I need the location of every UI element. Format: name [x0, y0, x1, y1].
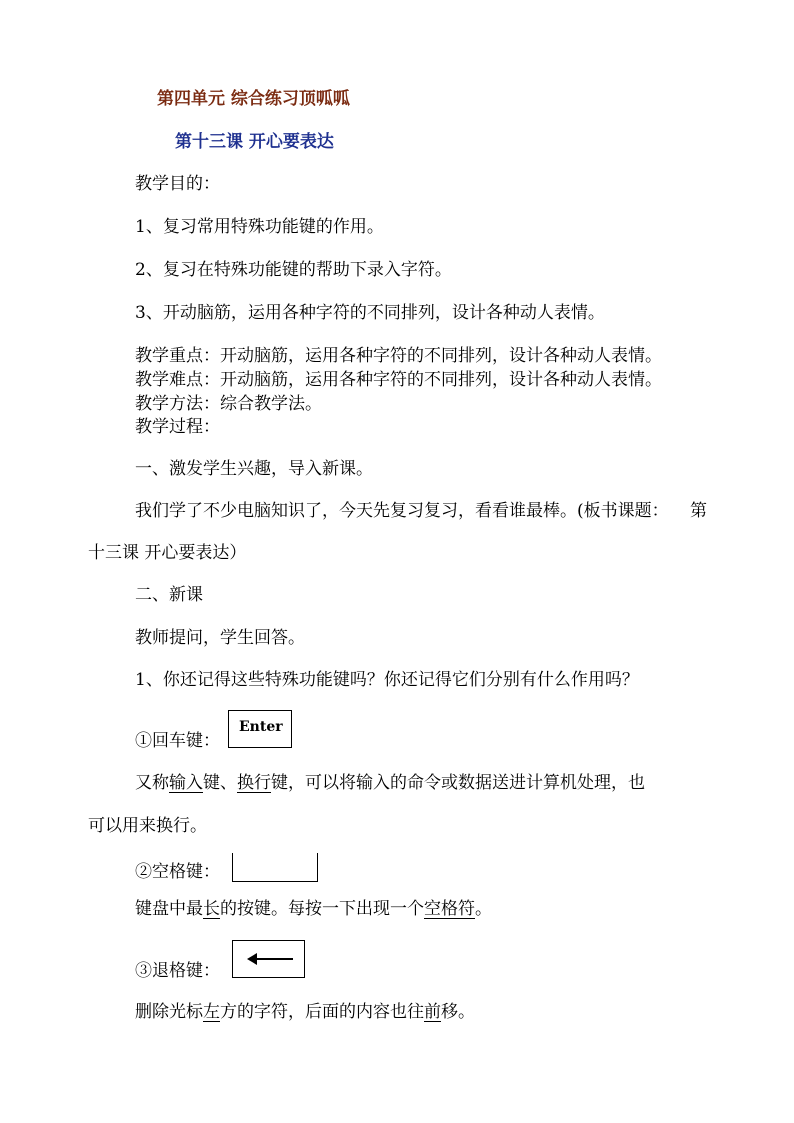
underlined-term: 长 [203, 899, 220, 919]
enter-key-desc-line1 [135, 772, 645, 794]
desc-text: 方的字符，后面的内容也往 [220, 1002, 424, 1022]
section2-intro: 教师提问，学生回答。 [135, 628, 305, 648]
desc-text: 。 [475, 899, 492, 919]
space-key-label: ②空格键： [135, 862, 220, 882]
backspace-key-desc [135, 1001, 475, 1023]
desc-text: 键盘中最 [135, 899, 203, 919]
desc-text: 移。 [441, 1002, 475, 1022]
space-key-icon [232, 853, 318, 882]
desc-text: 键、 [203, 773, 237, 793]
objective-item-1: 1、复习常用特殊功能键的作用。 [135, 217, 384, 237]
unit-title: 第四单元 综合练习顶呱呱 [157, 89, 350, 109]
section2-question: 1、你还记得这些特殊功能键吗？你还记得它们分别有什么作用吗？ [135, 670, 639, 690]
lesson-title: 第十三课 开心要表达 [175, 132, 334, 152]
teaching-method: 教学方法：综合教学法。 [135, 394, 322, 414]
teaching-process: 教学过程： [135, 417, 220, 437]
desc-text: 又称 [135, 773, 169, 793]
section1-paragraph-line1: 我们学了不少电脑知识了，今天先复习复习，看看谁最棒。(板书课题： [135, 501, 669, 521]
section1-paragraph-line2: 十三课 开心要表达） [88, 543, 247, 563]
enter-key-text: Enter [239, 719, 283, 735]
enter-key-icon [228, 710, 292, 748]
section1-heading: 一、激发学生兴趣，导入新课。 [135, 459, 373, 479]
objectives-heading: 教学目的： [135, 174, 220, 194]
backspace-key-label: ③退格键： [135, 961, 220, 981]
desc-text: 键，可以将输入的命令或数据送进计算机处理，也 [271, 773, 645, 793]
underlined-term: 左 [203, 1002, 220, 1022]
section1-paragraph-line1-end: 第 [690, 501, 707, 521]
left-arrow-icon [249, 958, 293, 960]
key-point: 教学重点：开动脑筋，运用各种字符的不同排列，设计各种动人表情。 [135, 346, 662, 366]
backspace-key-icon [232, 940, 305, 978]
desc-text: 的按键。每按一下出现一个 [220, 899, 424, 919]
enter-key-desc-line2: 可以用来换行。 [88, 816, 207, 836]
difficulty: 教学难点：开动脑筋，运用各种字符的不同排列，设计各种动人表情。 [135, 370, 662, 390]
underlined-term: 输入 [169, 773, 203, 793]
underlined-term: 空格符 [424, 899, 475, 919]
enter-key-label: ①回车键： [135, 731, 220, 751]
objective-item-3: 3、开动脑筋，运用各种字符的不同排列，设计各种动人表情。 [135, 303, 605, 323]
space-key-desc [135, 898, 492, 920]
underlined-term: 前 [424, 1002, 441, 1022]
objective-item-2: 2、复习在特殊功能键的帮助下录入字符。 [135, 260, 452, 280]
underlined-term: 换行 [237, 773, 271, 793]
desc-text: 删除光标 [135, 1002, 203, 1022]
section2-heading: 二、新课 [135, 585, 203, 605]
